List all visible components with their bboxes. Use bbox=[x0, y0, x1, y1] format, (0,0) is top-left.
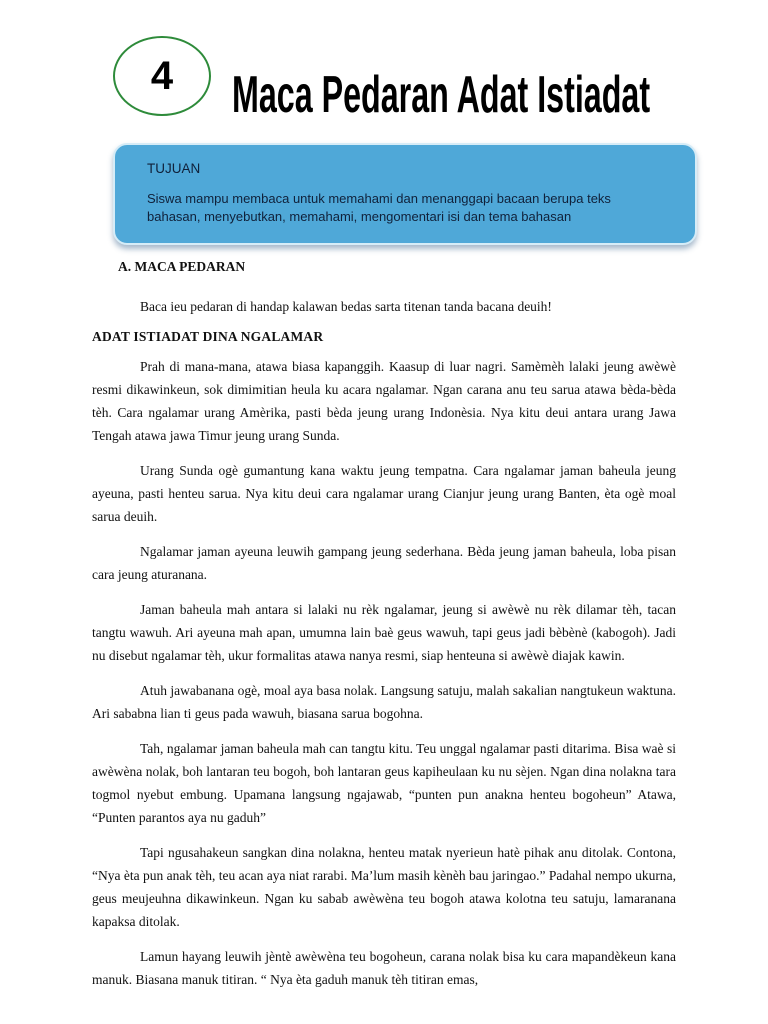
chapter-number: 4 bbox=[150, 53, 174, 98]
article-paragraph: Atuh jawabanana ogè, moal aya basa nolak. Langsung satuju, malah sakalian nangtukeun waktuna. Ari sababna lian ti geus pada wawuh, biasana sarua bogohna. bbox=[92, 683, 676, 721]
goal-box bbox=[113, 143, 697, 245]
article-paragraph: Tapi ngusahakeun sangkan dina nolakna, henteu matak nyerieun hatè pihak anu ditolak. Contona, “Nya èta pun anak tèh, teu acan aya niat rarabi. Ma’lum masih kènèh bau jaringao.” Padahal nempo ukurna, geus meujeuhna dikawinkeun. Ngan ku sabab awèwèna teu bogoh atawa kolotna teu satuju, lamaranana kapaksa ditolak. bbox=[92, 845, 676, 929]
goal-heading: TUJUAN bbox=[147, 161, 201, 176]
article-paragraph: Ngalamar jaman ayeuna leuwih gampang jeung sederhana. Bèda jeung jaman baheula, loba pisan cara jeung aturanana. bbox=[92, 544, 676, 582]
article-paragraph: Urang Sunda ogè gumantung kana waktu jeung tempatna. Cara ngalamar jaman baheula jeung ayeuna, pasti henteu sarua. Nya kitu deui cara ngalamar urang Cianjur jeung urang Banten, èta ogè moal sarua deuih. bbox=[92, 463, 676, 524]
article-paragraph: Jaman baheula mah antara si lalaki nu rèk ngalamar, jeung si awèwè nu rèk dilamar tèh, tacan tangtu wawuh. Ari ayeuna mah apan, umumna lain baè geus wawuh, tapi geus jadi bèbènè (kabogoh). Jadi nu disebut ngalamar tèh, ukur formalitas atawa nanya resmi, siap henteuna si awèwè diajak kawin. bbox=[92, 602, 676, 663]
article-paragraph: Tah, ngalamar jaman baheula mah can tangtu kitu. Teu unggal ngalamar pasti ditarima. Bisa waè si awèwèna nolak, boh lantaran teu bogoh, boh lantaran geus kapiheulaan ku nu sèjen. Ngan dina nolakna tara togmol nyebut embung. Upamana langsung ngajawab, “punten pun anakna henteu bogoheun” Atawa, “Punten parantos aya nu gaduh” bbox=[92, 741, 676, 825]
article-title: ADAT ISTIADAT DINA NGALAMAR bbox=[92, 329, 324, 344]
document-body bbox=[92, 259, 676, 1003]
article-paragraph: Lamun hayang leuwih jèntè awèwèna teu bogoheun, carana nolak bisa ku cara mapandèkeun kana manuk. Biasana manuk titiran. “ Nya èta gaduh manuk tèh titiran emas, bbox=[92, 949, 676, 987]
article-paragraph: Prah di mana-mana, atawa biasa kapanggih. Kaasup di luar nagri. Samèmèh lalaki jeung awèwè resmi dikawinkeun, sok dimimitian heula ku acara ngalamar. Ngan carana anu teu sarua atawa bèda-bèda tèh. Cara ngalamar urang Amèrika, pasti bèda jeung urang Indonèsia. Nya kitu deui antara urang Jawa Tengah atawa jawa Timur jeung urang Sunda. bbox=[92, 359, 676, 443]
section-intro: Baca ieu pedaran di handap kalawan bedas sarta titenan tanda bacana deuih! bbox=[140, 299, 552, 314]
chapter-number-badge bbox=[113, 36, 211, 116]
goal-text: Siswa mampu membaca untuk memahami dan menanggapi bacaan berupa teks bahasan, menyebutkan, memahami, mengomentari isi dan tema bahasan bbox=[147, 191, 611, 224]
chapter-title: Maca Pedaran Adat Istiadat bbox=[232, 66, 651, 124]
section-heading: A. MACA PEDARAN bbox=[118, 259, 246, 274]
